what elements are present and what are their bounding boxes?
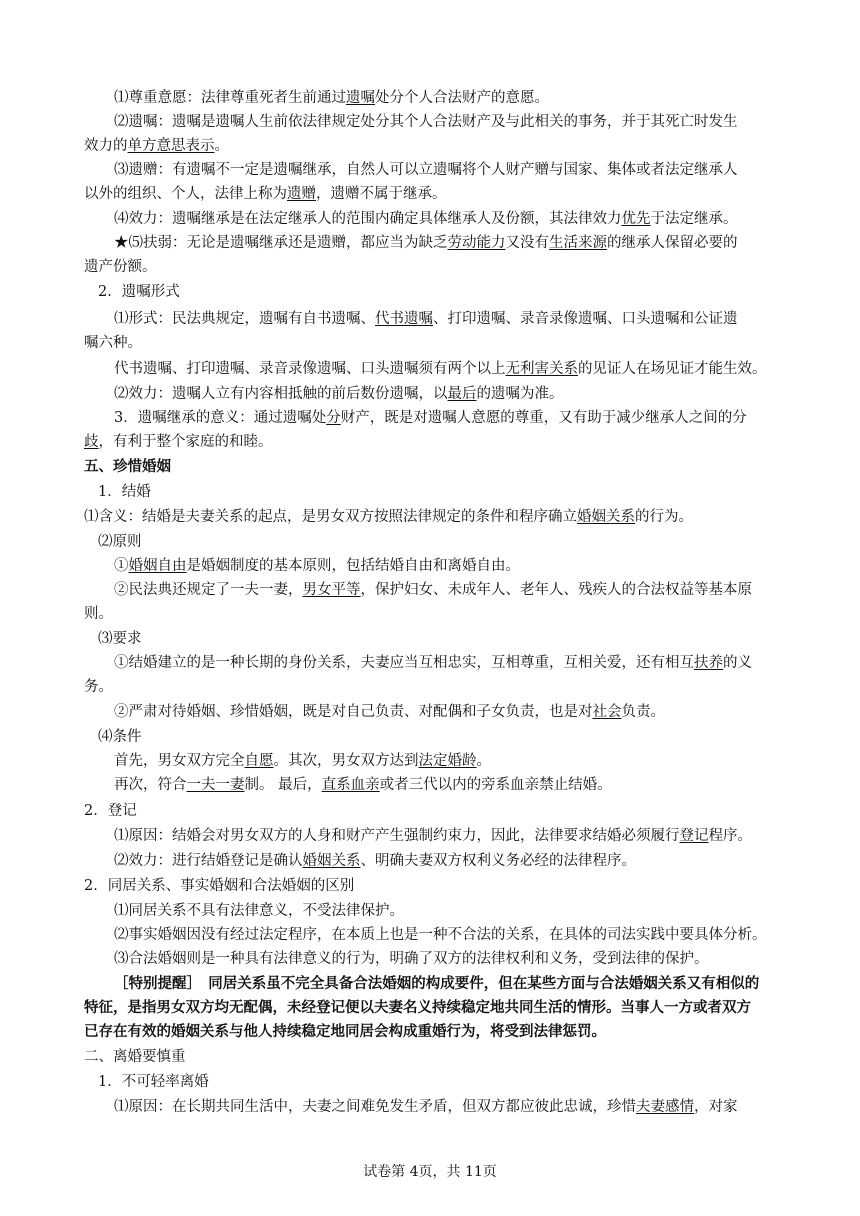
text-line: ⑵事实婚姻因没有经过法定程序，在本质上也是一种不合法的关系，在具体的司法实践中要具体分析。	[114, 927, 767, 943]
text-line: 务。	[84, 679, 113, 695]
text-line: ⑵效力：进行结婚登记是确认婚姻关系、明确夫妻双方权利义务必经的法律程序。	[114, 853, 636, 869]
text-line: 2．同居关系、事实婚姻和合法婚姻的区别	[84, 878, 355, 894]
text-line: 首先，男女双方完全自愿。其次，男女双方达到法定婚龄。	[114, 753, 491, 769]
text-line: 再次，符合一夫一妻制。 最后，直系血亲或者三代以内的旁系血亲禁止结婚。	[114, 777, 612, 793]
text-line: ⑶遗赠：有遗嘱不一定是遗嘱继承，自然人可以立遗嘱将个人财产赠与国家、集体或者法定继承人	[114, 162, 738, 178]
text-line: ⑴原因：结婚会对男女双方的人身和财产产生强制约束力，因此，法律要求结婚必须履行登记程序。	[114, 828, 752, 844]
text-line: ⑵原则	[98, 534, 142, 550]
text-line: 2．遗嘱形式	[98, 284, 180, 300]
text-line: 代书遗嘱、打印遗嘱、录音录像遗嘱、口头遗嘱须有两个以上无利害关系的见证人在场见证才能生效。	[114, 361, 767, 377]
text-line: 效力的单方意思表示。	[84, 138, 229, 154]
text-line: ［特别提醒］ 同居关系虽不完全具备合法婚姻的构成要件，但在某些方面与合法婚姻关系又有相似的	[114, 975, 760, 992]
text-line: 以外的组织、个人，法律上称为遗赠，遗赠不属于继承。	[84, 186, 447, 202]
text-line: 1．结婚	[98, 484, 151, 500]
page-footer: 试卷第 4页，共 11页	[363, 1164, 497, 1180]
text-line: ⑴原因：在长期共同生活中，夫妻之间难免发生矛盾，但双方都应彼此忠诚，珍惜夫妻感情，对家	[114, 1099, 738, 1115]
text-line: 五、珍惜婚姻	[84, 458, 171, 475]
text-line: ⑴同居关系不具有法律意义，不受法律保护。	[114, 903, 404, 919]
text-line: ⑶合法婚姻则是一种具有法律意义的行为，明确了双方的法律权利和义务，受到法律的保护。	[114, 951, 709, 967]
text-line: ★⑸扶弱：无论是遗嘱继承还是遗赠，都应当为缺乏劳动能力又没有生活来源的继承人保留必要的	[114, 235, 738, 251]
text-line: ⑴尊重意愿：法律尊重死者生前通过遗嘱处分个人合法财产的意愿。	[114, 90, 549, 106]
text-line: 特征，是指男女双方均无配偶，未经登记便以夫妻名义持续稳定地共同生活的情形。当事人一方或者双方	[84, 999, 751, 1016]
text-line: ②民法典还规定了一夫一妻，男女平等，保护妇女、未成年人、老年人、残疾人的合法权益等基本原	[114, 582, 752, 598]
text-line: 2．登记	[84, 803, 137, 819]
text-line: 嘱六种。	[84, 335, 142, 351]
text-line: ①结婚建立的是一种长期的身份关系，夫妻应当互相忠实，互相尊重，互相关爱，还有相互扶养的义	[114, 655, 752, 671]
text-line: 3．遗嘱继承的意义：通过遗嘱处分财产，既是对遗嘱人意愿的尊重，又有助于减少继承人之间的分	[114, 410, 747, 426]
text-line: ⑶要求	[98, 631, 142, 647]
text-line: ⑷效力：遗嘱继承是在法定继承人的范围内确定具体继承人及份额，其法律效力优先于法定继承。	[114, 211, 738, 227]
text-line: 1．不可轻率离婚	[98, 1074, 209, 1090]
text-line: 则。	[84, 606, 113, 622]
text-line: ②严肃对待婚姻、珍惜婚姻，既是对自己负责、对配偶和子女负责，也是对社会负责。	[114, 704, 665, 720]
text-line: 已存在有效的婚姻关系与他人持续稳定地同居会构成重婚行为，将受到法律惩罚。	[84, 1023, 606, 1040]
text-line: ⑵效力：遗嘱人立有内容相抵触的前后数份遗嘱，以最后的遗嘱为准。	[114, 386, 564, 402]
text-line: ⑷条件	[98, 729, 142, 745]
text-line: ⑴含义：结婚是夫妻关系的起点，是男女双方按照法律规定的条件和程序确立婚姻关系的行为。	[84, 509, 693, 525]
text-line: 二、离婚要慎重	[84, 1049, 186, 1065]
text-line: ①婚姻自由是婚姻制度的基本原则，包括结婚自由和离婚自由。	[114, 558, 520, 574]
text-line: 歧，有利于整个家庭的和睦。	[84, 434, 273, 450]
text-line: 遗产份额。	[84, 259, 157, 275]
text-line: ⑵遗嘱：遗嘱是遗嘱人生前依法律规定处分其个人合法财产及与此相关的事务，并于其死亡时发生	[114, 114, 738, 130]
text-line: ⑴形式：民法典规定，遗嘱有自书遗嘱、代书遗嘱、打印遗嘱、录音录像遗嘱、口头遗嘱和公证遗	[114, 311, 738, 327]
